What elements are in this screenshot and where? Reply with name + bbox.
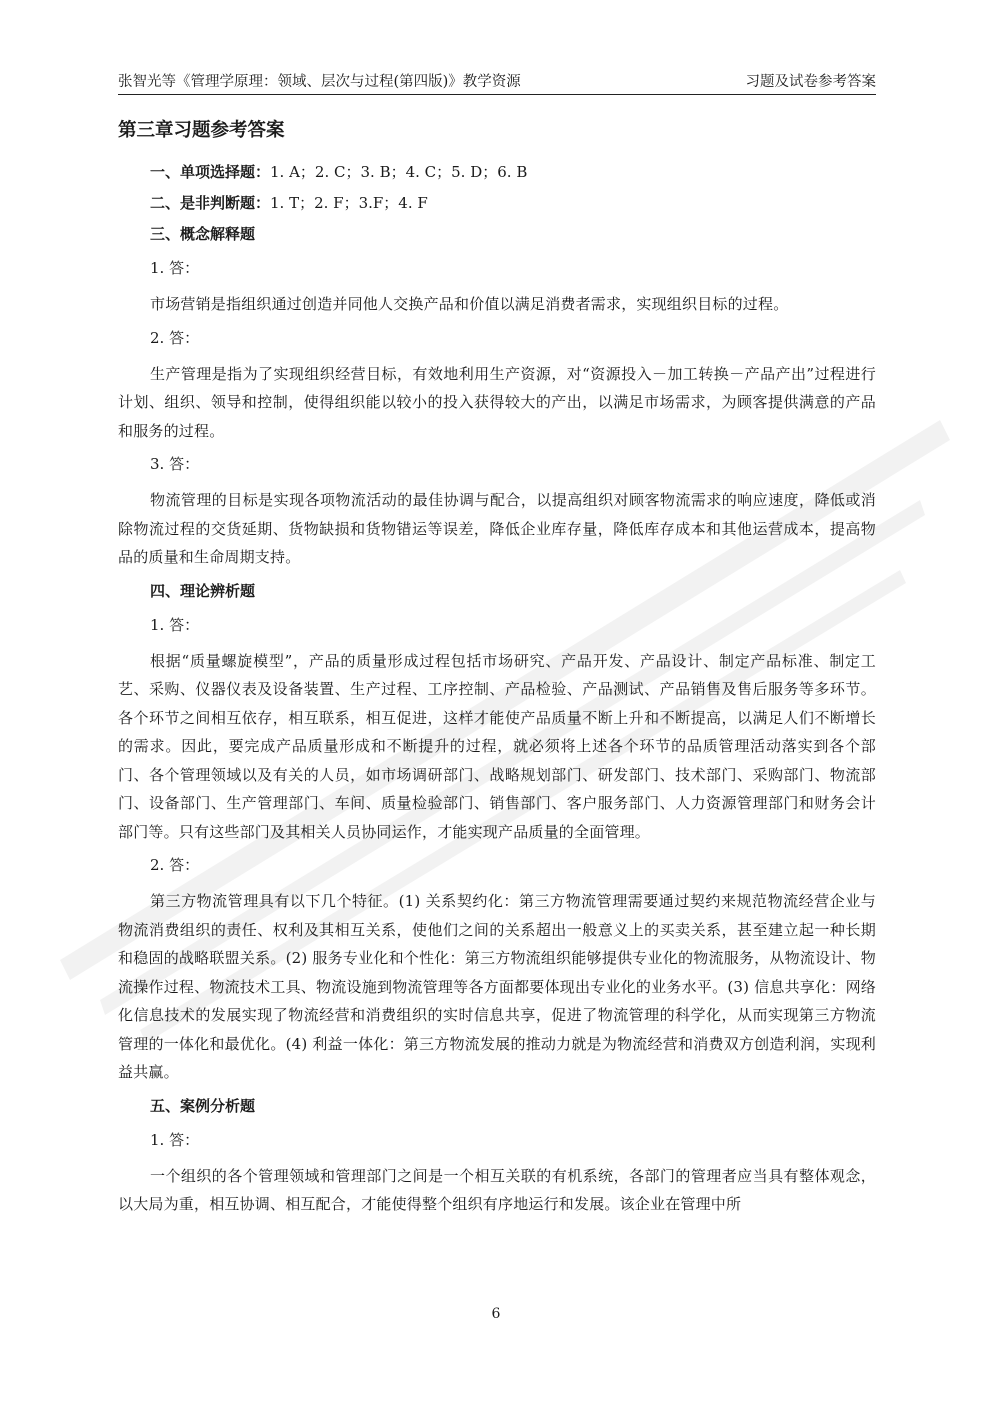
true-false-line: [118, 188, 876, 219]
header-book-title: 张智光等《管理学原理：领域、层次与过程(第四版)》教学资源: [118, 74, 521, 90]
theory-section-heading: 四、理论辨析题: [150, 581, 256, 600]
header-section-title: 习题及试卷参考答案: [745, 74, 876, 90]
theory-answer-2-label: 2. 答：: [150, 856, 200, 874]
case-answer-1-label: 1. 答：: [150, 1130, 200, 1149]
chapter-title: 第三章习题参考答案: [118, 120, 285, 141]
theory-answer-2-text: 第三方物流管理具有以下几个特征。(1) 关系契约化：第三方物流管理需要通过契约来规范物流经营企业与物流消费组织的责任、权利及其相互关系，使他们之间的关系超出一般意义上的买卖关系，甚至建立起一种长期和稳固的战略联盟关系。(2) 服务专业化和个性化：第三方物流组织能够提供专业化的物流服务，从物流设计、物流操作过程、物流技术工具、物流设施到物流管理等各方面都要体现出专业化的业务水平。(3) 信息共享化：网络化信息技术的发展实现了物流经营和消费组织的实时信息共享，促进了物流管理的科学化，从而实现第三方物流管理的一体化和最优化。(4) 利益一体化：第三方物流发展的推动力就是为物流经营和消费双方创造利润，实现利益共赢。: [118, 892, 876, 1081]
concept-section-heading: 三、概念解释题: [150, 225, 256, 243]
theory-answer-1-label: 1. 答：: [150, 615, 200, 634]
concept-answer-3-text: 物流管理的目标是实现各项物流活动的最佳协调与配合，以提高组织对顾客物流需求的响应速度，降低或消除物流过程的交货延期、货物缺损和货物错运等误差，降低企业库存量，降低库存成本和其他运营成本，提高物品的质量和生命周期支持。: [118, 491, 876, 566]
concept-answer-2-label: 2. 答：: [150, 328, 200, 347]
single-choice-answers: 1. A；2. C；3. B；4. C；5. D；6. B: [270, 163, 528, 181]
concept-answer-1-label: 1. 答：: [150, 259, 200, 277]
case-section-heading: 五、案例分析题: [150, 1096, 256, 1115]
concept-answer-2-text: 生产管理是指为了实现组织经营目标，有效地利用生产资源，对“资源投入－加工转换－产品产出”过程进行计划、组织、领导和控制，使得组织能以较小的投入获得较大的产出，以满足市场需求，为顾客提供满意的产品和服务的过程。: [118, 364, 876, 440]
concept-answer-1-text: 市场营销是指组织通过创造并同他人交换产品和价值以满足消费者需求，实现组织目标的过程。: [150, 295, 789, 313]
true-false-label: 二、是非判断题：: [150, 194, 271, 212]
theory-answer-1-text: 根据“质量螺旋模型”，产品的质量形成过程包括市场研究、产品开发、产品设计、制定产品标准、制定工艺、采购、仪器仪表及设备装置、生产过程、工序控制、产品检验、产品测试、产品销售及售后服务等多环节。各个环节之间相互依存，相互联系，相互促进，这样才能使产品质量不断上升和不断提高，以满足人们不断增长的需求。因此，要完成产品质量形成和不断提升的过程，就必须将上述各个环节的品质管理活动落实到各个部门、各个管理领域以及有关的人员，如市场调研部门、战略规划部门、研发部门、技术部门、采购部门、物流部门、设备部门、生产管理部门、车间、质量检验部门、销售部门、客户服务部门、人力资源管理部门和财务会计部门等。只有这些部门及其相关人员协同运作，才能实现产品质量的全面管理。: [118, 651, 876, 841]
page-number: 6: [491, 1306, 501, 1322]
case-answer-1-text: 一个组织的各个管理领域和管理部门之间是一个相互关联的有机系统，各部门的管理者应当具有整体观念，以大局为重，相互协调、相互配合，才能使得整个组织有序地运行和发展。该企业在管理中所: [118, 1166, 876, 1213]
single-choice-line: [118, 157, 876, 188]
single-choice-label: 一、单项选择题：: [150, 163, 271, 181]
concept-answer-3-label: 3. 答：: [150, 455, 200, 473]
document-body: [118, 117, 876, 1223]
page-header: [118, 68, 876, 95]
true-false-answers: 1. T；2. F；3.F；4. F: [270, 194, 428, 212]
